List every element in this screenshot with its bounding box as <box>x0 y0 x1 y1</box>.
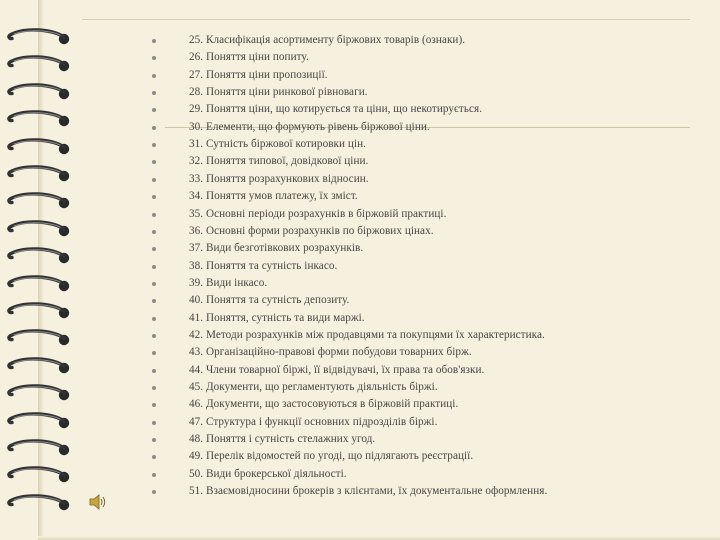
list-item <box>150 260 710 277</box>
list-item-text: 30. Елементи, що формують рівень біржової ціни. <box>189 120 430 133</box>
list-item <box>150 86 710 103</box>
list-item-text: 28. Поняття ціни ринкової рівноваги. <box>189 86 368 99</box>
list-item-text: 43. Організаційно-правові форми побудови товарних бірж. <box>189 346 472 359</box>
list-item-text: 25. Класифікація асортименту біржових товарів (ознаки). <box>189 34 466 46</box>
bullet-icon <box>152 247 156 251</box>
list-item-text: 45. Документи, що регламентують діяльність біржі. <box>189 381 438 393</box>
speaker-icon[interactable] <box>88 493 108 511</box>
list-item <box>150 208 710 225</box>
list-item <box>150 450 710 467</box>
list-item <box>150 468 710 485</box>
bullet-icon <box>152 91 156 95</box>
list-item-text: 42. Методи розрахунків між продавцями та покупцями їх характеристика. <box>189 328 545 341</box>
list-item <box>150 277 710 294</box>
list-item-text: 50. Види брокерської діяльності. <box>189 467 347 480</box>
bullet-icon <box>152 386 156 390</box>
list-item-text: 47. Структура і функції основних підрозділів біржі. <box>189 415 438 428</box>
list-item-text: 40. Поняття та сутність депозиту. <box>189 294 350 307</box>
bullet-icon <box>152 455 156 459</box>
bullet-icon <box>152 351 156 355</box>
bullet-icon <box>152 74 156 78</box>
bullet-icon <box>152 143 156 147</box>
list-item <box>150 485 710 502</box>
bullet-icon <box>152 213 156 217</box>
list-item <box>150 138 710 155</box>
list-item <box>150 398 710 415</box>
list-item-text: 41. Поняття, сутність та види маржі. <box>189 311 365 324</box>
list-item <box>150 364 710 381</box>
list-item <box>150 103 710 120</box>
list-item-text: 38. Поняття та сутність інкасо. <box>189 259 338 272</box>
list-item-text: 33. Поняття розрахункових відносин. <box>189 172 369 185</box>
bullet-icon <box>152 334 156 338</box>
list-item-text: 29. Поняття ціни, що котирується та ціни, що некотирується. <box>189 103 483 116</box>
list-item <box>150 329 710 346</box>
bullet-icon <box>152 438 156 442</box>
list-item <box>150 433 710 450</box>
bullet-icon <box>152 473 156 477</box>
bullet-icon <box>152 230 156 234</box>
list-item <box>150 312 710 329</box>
list-item-text: 46. Документи, що застосовуються в біржовій практиці. <box>189 398 459 411</box>
bullet-icon <box>152 265 156 269</box>
bullet-icon <box>152 299 156 303</box>
bullet-icon <box>152 421 156 425</box>
list-item-text: 37. Види безготівкових розрахунків. <box>189 242 364 255</box>
list-item <box>150 381 710 398</box>
list-item <box>150 225 710 242</box>
list-item-text: 51. Взаємовідносини брокерів з клієнтами, їх документальне оформлення. <box>189 485 548 498</box>
list-item <box>150 294 710 311</box>
bullet-icon <box>152 282 156 286</box>
list-item-text: 44. Члени товарної біржі, її відвідувачі, їх права та обов'язки. <box>189 363 485 376</box>
list-item-text: 26. Поняття ціни попиту. <box>189 51 309 64</box>
bullet-icon <box>152 160 156 164</box>
list-item <box>150 155 710 172</box>
list-item-text: 35. Основні періоди розрахунків в біржовій практиці. <box>189 207 447 220</box>
bullet-icon <box>152 490 156 494</box>
list-item-text: 36. Основні форми розрахунків по біржових цінах. <box>189 224 434 237</box>
bullet-icon <box>152 108 156 112</box>
list-item <box>150 34 710 51</box>
bullet-icon <box>152 56 156 60</box>
list-item-text: 32. Поняття типової, довідкової ціни. <box>189 155 369 168</box>
bullet-icon <box>152 126 156 130</box>
bullet-icon <box>152 39 156 43</box>
list-item <box>150 173 710 190</box>
list-item <box>150 51 710 68</box>
list-item <box>150 416 710 433</box>
bullet-icon <box>152 403 156 407</box>
list-item <box>150 346 710 363</box>
list-item <box>150 190 710 207</box>
list-item <box>150 69 710 86</box>
list-item-text: 39. Види інкасо. <box>189 276 268 289</box>
bullet-icon <box>152 317 156 321</box>
list-item-text: 48. Поняття і сутність стелажних угод. <box>189 433 376 446</box>
bullet-icon <box>152 178 156 182</box>
list-item-text: 31. Сутність біржової котировки цін. <box>189 138 366 151</box>
list-item-text: 27. Поняття ціни пропозиції. <box>189 68 328 81</box>
bullet-icon <box>152 195 156 199</box>
list-item-text: 49. Перелік відомостей по угоді, що підлягають реєстрації. <box>189 450 474 463</box>
list-item <box>150 121 710 138</box>
bullet-icon <box>152 369 156 373</box>
list-item <box>150 242 710 259</box>
list-item-text: 34. Поняття умов платежу, їх зміст. <box>189 190 358 203</box>
